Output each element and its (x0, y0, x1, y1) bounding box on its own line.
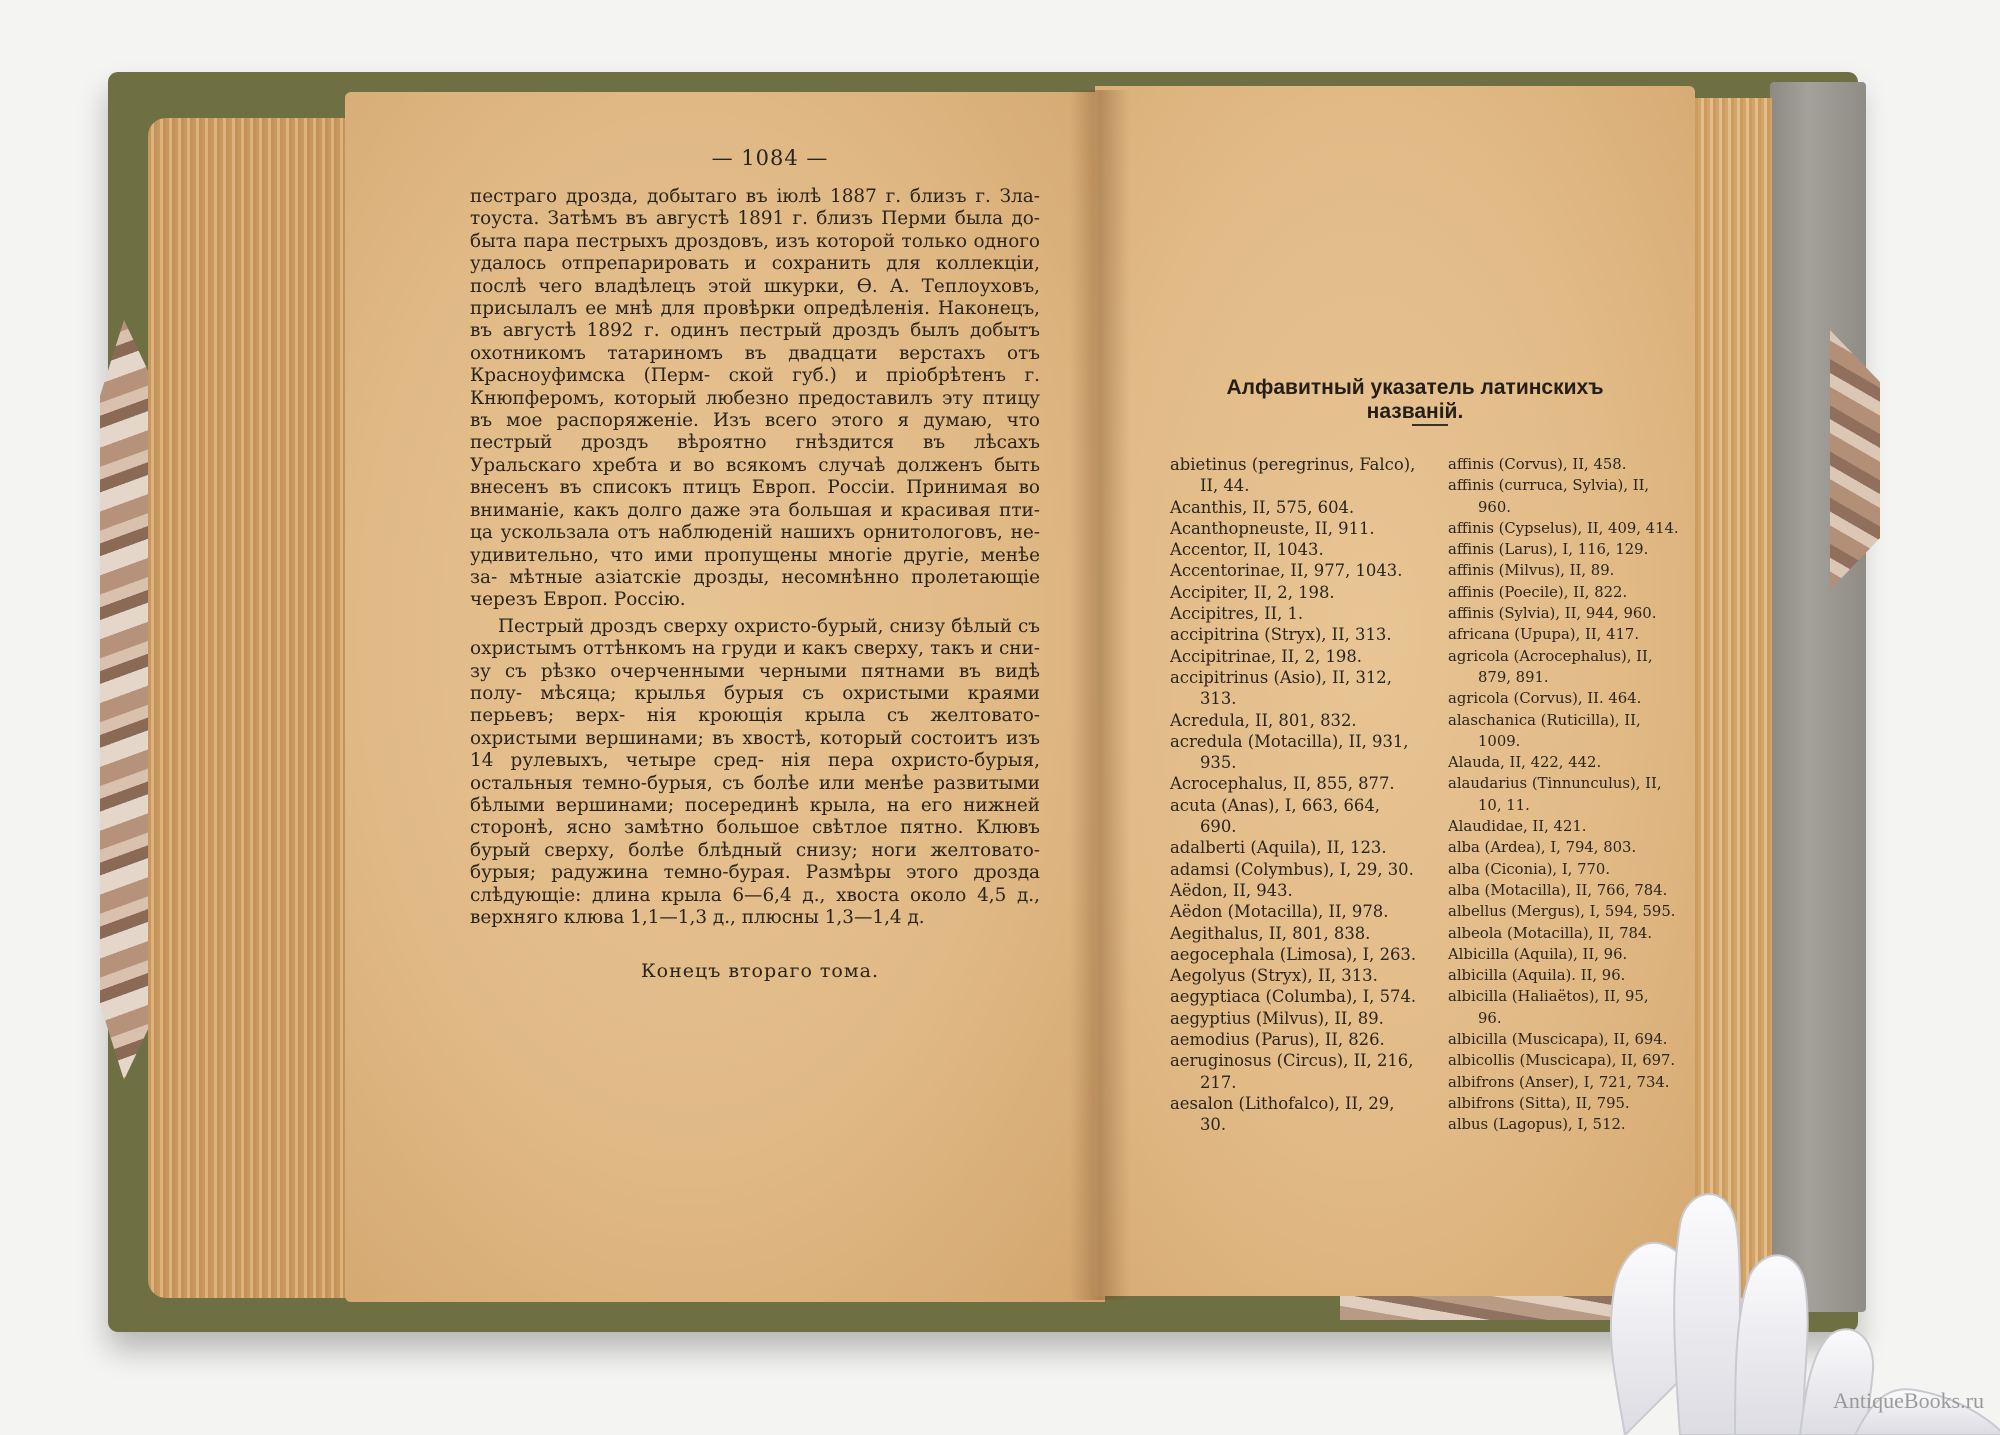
left-page-paragraph (470, 186, 1040, 612)
index-entry: acredula (Motacilla), II, 931, (1170, 731, 1409, 751)
text-line: или менѣе развитыми бѣлыми вершинами; посерединѣ крыла, (470, 772, 1041, 816)
index-entry: albifrons (Anser), I, 721, 734. (1448, 1073, 1670, 1091)
index-entry: Alauda, II, 422, 442. (1448, 754, 1602, 772)
text-line: зу съ рѣзко очерченными черными пятнами въ видѣ полу- (470, 660, 1040, 704)
index-entry: aegyptius (Milvus), II, 89. (1170, 1008, 1384, 1028)
text-line: пятно. Клювъ бурый сверху, болѣе блѣдный снизу; ноги (470, 817, 1040, 861)
index-column-b (1448, 454, 1679, 1136)
index-entry: affinis (Milvus), II, 89. (1448, 562, 1615, 580)
index-entry: albicilla (Muscicapa), II, 694. (1448, 1031, 1668, 1049)
left-page-text (470, 186, 1040, 929)
text-line: пестраго дрозда, добытаго въ іюлѣ 1887 г. близъ г. Зла- (470, 186, 1040, 207)
index-entry: Aegolyus (Stryx), II, 313. (1170, 966, 1378, 986)
index-entry: affinis (Sylvia), II, 944, 960. (1448, 605, 1657, 623)
index-entry: 30. (1200, 1115, 1227, 1135)
text-line: мѣсяца; крылья бурыя съ охристыми краями перьевъ; верх- (470, 682, 1040, 727)
index-entry: affinis (Cypselus), II, 409, 414. (1448, 519, 1679, 537)
index-entry: albus (Lagopus), I, 512. (1448, 1116, 1626, 1134)
index-entry: 690. (1200, 817, 1237, 837)
text-line: тоуста. Затѣмъ въ августѣ 1891 г. близъ Перми была до- (470, 208, 1040, 230)
text-line: ца ускользала отъ наблюденій нашихъ орнитологовъ, не- (470, 522, 1040, 544)
index-entry: accipitrina (Stryx), II, 313. (1170, 625, 1392, 645)
index-entry: affinis (curruca, Sylvia), II, (1448, 477, 1650, 495)
index-entry: adamsi (Colymbus), I, 29, 30. (1170, 859, 1414, 879)
index-entry: adalberti (Aquila), II, 123. (1170, 838, 1387, 858)
index-entry: Accentor, II, 1043. (1170, 540, 1324, 560)
index-entry: africana (Upupa), II, 417. (1448, 626, 1640, 644)
page-number: — 1084 — (711, 146, 829, 170)
index-entry: Acredula, II, 801, 832. (1170, 710, 1357, 730)
text-line: ской губ.) и пріобрѣтенъ г. Кнюпферомъ, который любезно (470, 365, 1041, 409)
index-entry: 1009. (1478, 732, 1521, 750)
index-entry: 217. (1200, 1072, 1237, 1092)
index-entry: Alaudidae, II, 421. (1448, 818, 1587, 836)
index-entry: Accipiter, II, 2, 198. (1170, 582, 1335, 602)
index-entry: affinis (Corvus), II, 458. (1448, 456, 1627, 473)
index-entry: Acanthis, II, 575, 604. (1170, 497, 1355, 517)
text-line: хвостѣ, который состоитъ изъ 14 рулевыхъ, четыре сред- (470, 727, 1040, 772)
text-line: 4,5 д., верхняго клюва 1,1—1,3 д., плюсны 1,3—1,4 д. (470, 884, 1041, 928)
index-entry: aegocephala (Limosa), I, 263. (1170, 944, 1417, 964)
page-stack-left (148, 118, 348, 1298)
index-entry: albeola (Motacilla), II, 784. (1448, 924, 1653, 942)
left-page-paragraph (470, 616, 1040, 930)
text-line: мѣтные азіатскіе дрозды, несомнѣнно пролетающіе черезъ (470, 566, 1040, 611)
text-line: во вниманіе, какъ долго даже эта большая и красивая пти- (470, 477, 1040, 521)
text-line: нія кроющія крыла съ желтовато-охристыми вершинами; въ (470, 705, 1040, 749)
index-column-a (1170, 454, 1440, 1136)
index-entry: II, 44. (1200, 476, 1250, 496)
index-entry: accipitrinus (Asio), II, 312, (1170, 667, 1392, 687)
text-line: ее мнѣ для провѣрки опредѣленія. Наконецъ, въ августѣ (470, 298, 1040, 342)
index-entry: Aëdon (Motacilla), II, 978. (1170, 902, 1389, 922)
text-line: на его нижней сторонѣ, ясно замѣтно большое свѣтлое (470, 794, 1040, 839)
index-entry: Acanthopneuste, II, 911. (1170, 518, 1375, 538)
text-line: быта пара пестрыхъ дроздовъ, изъ которой только одного (470, 230, 1040, 252)
text-line: лѣсахъ Уральскаго хребта и во всякомъ случаѣ долженъ (470, 432, 1040, 476)
index-entry: Accentorinae, II, 977, 1043. (1170, 561, 1403, 581)
index-entry: alba (Ardea), I, 794, 803. (1448, 839, 1637, 857)
index-title: Алфавитный указатель латинскихъ названій. (1226, 376, 1604, 423)
text-line: нія пера охристо-бурыя, остальныя темно-бурыя, съ болѣе (470, 750, 1041, 794)
index-entry: abietinus (peregrinus, Falco), (1170, 455, 1416, 474)
index-entry: alaschanica (Ruticilla), II, (1448, 711, 1641, 729)
index-title-rule (1412, 424, 1448, 426)
index-entry: Albicilla (Aquila), II, 96. (1448, 945, 1628, 963)
text-line: дрозда слѣдующіе: длина крыла 6—6,4 д., хвоста около (470, 862, 1040, 906)
index-entry: albicilla (Haliaëtos), II, 95, (1448, 988, 1649, 1006)
index-entry: 935. (1200, 753, 1237, 773)
index-entry: 879, 891. (1478, 668, 1549, 686)
text-line: Пестрый дроздъ сверху охристо-бурый, снизу бѣлый съ (498, 615, 1040, 637)
index-entry: aeruginosus (Circus), II, 216, (1170, 1051, 1414, 1071)
index-entry: alba (Motacilla), II, 766, 784. (1448, 881, 1668, 899)
watermark: AntiqueBooks.ru (1833, 1388, 1984, 1413)
index-entry: affinis (Poecile), II, 822. (1448, 583, 1628, 601)
index-entry: albicollis (Muscicapa), II, 697. (1448, 1052, 1676, 1070)
end-of-volume-note: Конецъ втораго тома. (640, 960, 880, 982)
index-entry: Aëdon, II, 943. (1170, 880, 1293, 900)
index-entry: 10, 11. (1478, 796, 1530, 814)
index-entry: affinis (Larus), I, 116, 129. (1448, 541, 1649, 559)
index-entry: Accipitres, II, 1. (1170, 604, 1304, 624)
text-line: чего владѣлецъ этой шкурки, Ѳ. А. Теплоуховъ, присылалъ (470, 275, 1040, 320)
index-entry: Acrocephalus, II, 855, 877. (1170, 774, 1395, 794)
text-line: желтовато-бурыя; радужина темно-бурая. Размѣры этого (470, 839, 1040, 884)
text-line: удалось отпрепарировать и сохранить для коллекціи, послѣ (470, 253, 1040, 297)
index-entry: agricola (Acrocephalus), II, (1448, 647, 1653, 665)
index-entry: aemodius (Parus), II, 826. (1170, 1030, 1385, 1050)
index-entry: albifrons (Sitta), II, 795. (1448, 1094, 1630, 1112)
marbled-endpaper-right (1830, 330, 1880, 590)
text-line: татариномъ въ двадцати верстахъ отъ Красноуфимска (Перм- (470, 342, 1040, 387)
index-entry: albellus (Mergus), I, 594, 595. (1448, 903, 1676, 921)
index-entry: alaudarius (Tinnunculus), II, (1448, 775, 1662, 793)
index-entry: 96. (1478, 1009, 1502, 1027)
text-line: 1892 г. одинъ пестрый дроздъ былъ добытъ охотникомъ (470, 320, 1040, 364)
index-entry: 313. (1200, 689, 1237, 709)
index-entry: agricola (Corvus), II. 464. (1448, 690, 1642, 708)
index-entry: 960. (1478, 498, 1511, 516)
index-entry: aegyptiaca (Columba), I, 574. (1170, 987, 1417, 1007)
index-entry: alba (Ciconia), I, 770. (1448, 860, 1611, 878)
text-line: Европ. Россію. (543, 589, 686, 611)
index-entry: acuta (Anas), I, 663, 664, (1170, 795, 1380, 815)
text-line: охристымъ оттѣнкомъ на груди и какъ сверху, такъ и сни- (470, 638, 1040, 660)
index-entry: albicilla (Aquila). II, 96. (1448, 967, 1626, 985)
text-line: этого я думаю, что пестрый дроздъ вѣроятно гнѣздится въ (470, 410, 1041, 454)
book-gutter (1070, 90, 1130, 1300)
cover-right-edge (1770, 82, 1866, 1312)
index-entry: Aegithalus, II, 801, 838. (1170, 923, 1371, 943)
text-line: удивительно, что ими пропущены многіе другіе, менѣе за- (470, 544, 1040, 588)
index-entry: Accipitrinae, II, 2, 198. (1170, 646, 1362, 666)
index-entry: aesalon (Lithofalco), II, 29, (1170, 1093, 1395, 1113)
text-line: быть внесенъ въ списокъ птицъ Европ. Россіи. Принимая (470, 454, 1040, 499)
text-line: предоставилъ эту птицу въ мое распоряженіе. Изъ всего (470, 387, 1040, 432)
